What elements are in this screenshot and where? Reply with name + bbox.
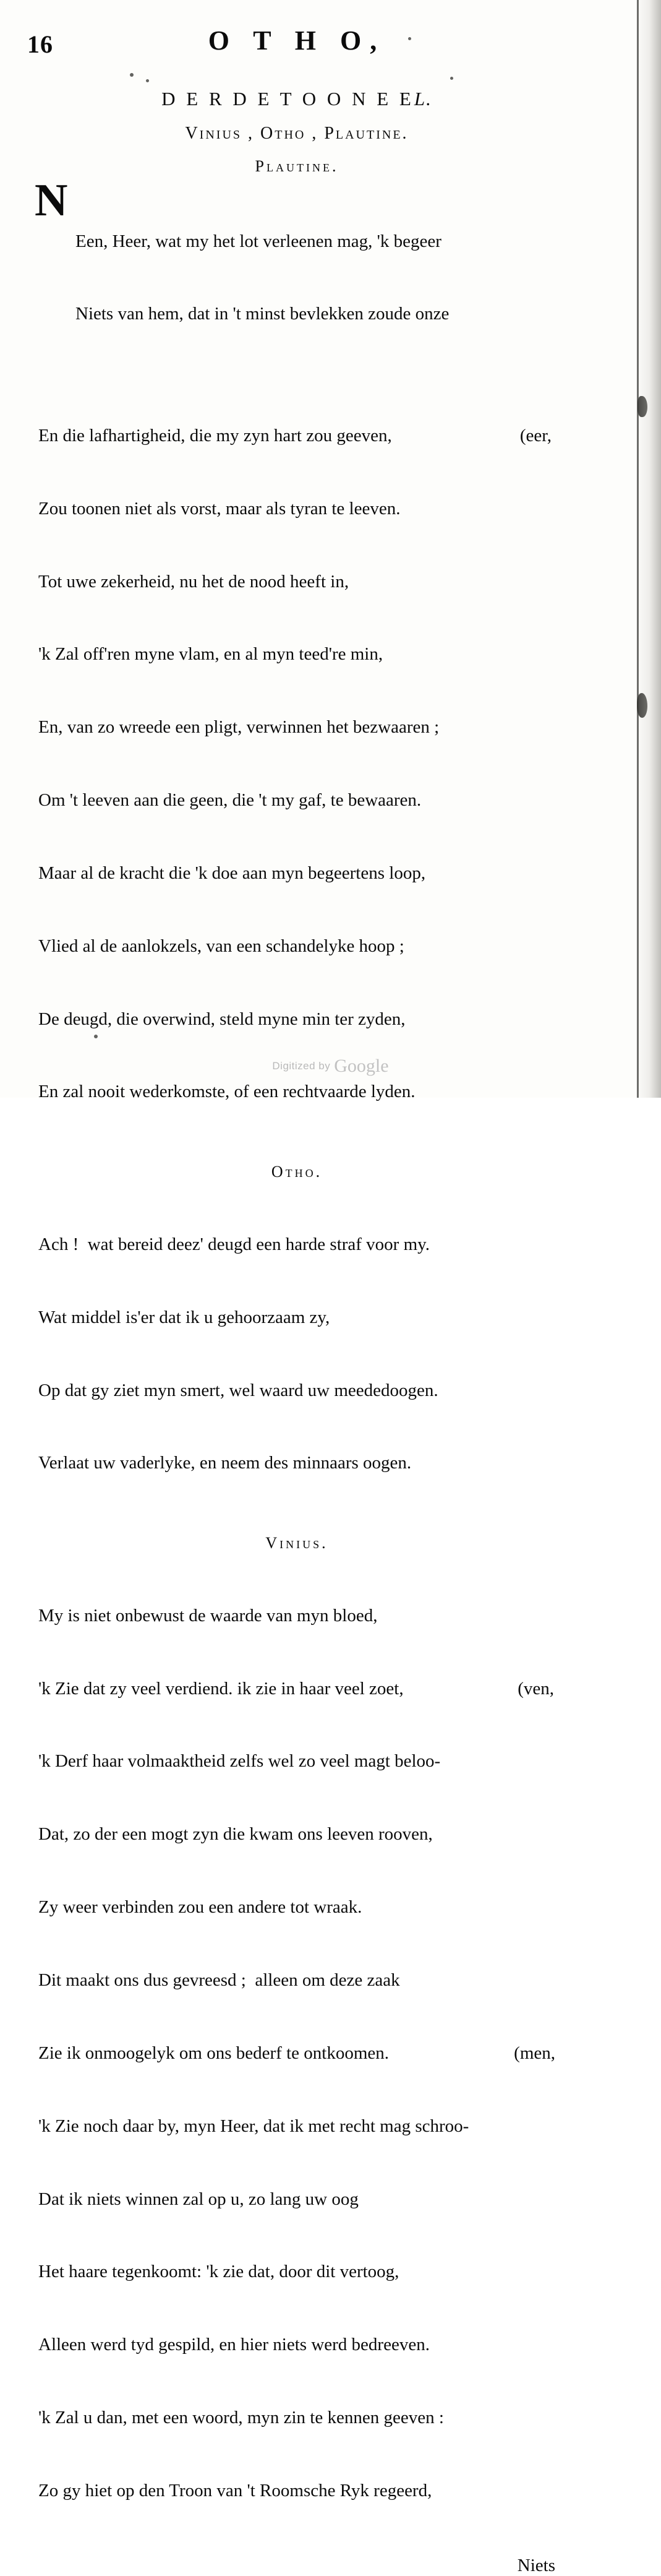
vinius-verse [0, 1555, 594, 2552]
verse-line: Op dat gy ziet myn smert, wel waard uw meededoogen. [38, 1380, 438, 1400]
scene-heading-tail: L. [414, 88, 432, 110]
verse-line: En, van zo wreede een pligt, verwinnen het bezwaaren ; [38, 717, 440, 738]
verse-line: Verlaat uw vaderlyke, en neem des minnaars oogen. [38, 1453, 412, 1473]
scene-cast-line: Vinius , Otho , Plautine. [185, 124, 409, 143]
verse-line: 'k Zal off'ren myne vlam, en al myn teed're min, [38, 644, 383, 665]
verse-line: 'k Zie noch daar by, myn Heer, dat ik met recht mag schroo- [38, 2116, 469, 2136]
speaker-otho: Otho. [271, 1163, 323, 1181]
catchword: Niets [517, 2555, 555, 2575]
folio-number: 16 [27, 30, 53, 58]
plautine-verse [0, 375, 594, 1153]
verse-line: Wat middel is'er dat ik u gehoorzaam zy, [38, 1307, 330, 1327]
speaker-plautine: Plautine. [255, 157, 339, 175]
margin-note: (men, [514, 2043, 555, 2063]
verse-line: Alleen werd tyd gespild, en hier niets werd bedreeven. [38, 2335, 430, 2355]
verse-line: Maar al de kracht die 'k doe aan myn begeertens loop, [38, 863, 426, 883]
margin-note: (ven, [518, 1678, 554, 1699]
verse-line-text: En die lafhartigheid, die my zyn hart zou geeven, [38, 425, 392, 446]
verse-line: My is niet onbewust de waarde van myn bloed, [38, 1605, 378, 1626]
verse-line-text: Zie ik onmoogelyk om ons bederf te ontkoomen. [38, 2043, 390, 2063]
running-title: O T H O, [208, 25, 386, 56]
verse-line: 'k Derf haar volmaaktheid zelfs wel zo veel magt beloo- [38, 1751, 441, 1772]
verse-line: Zy weer verbinden zou een andere tot wraak. [38, 1897, 362, 1918]
verse-line-text: 'k Zie dat zy veel verdiend. ik zie in haar veel zoet, [38, 1678, 404, 1699]
plautine-opening-block [0, 175, 594, 375]
verse-line: 'k Zal u dan, met een woord, myn zin te kennen geeven : [38, 2408, 444, 2428]
verse-line: Dat ik niets winnen zal op u, zo lang uw oog [38, 2189, 359, 2209]
verse-line [38, 1677, 569, 1701]
verse-line: En zal nooit wederkomste, of een rechtvaarde lyden. [38, 1082, 416, 1102]
scan-artifact-blot [637, 693, 647, 718]
verse-line: Vlied al de aanlokzels, van een schandelyke hoop ; [38, 936, 404, 956]
verse-line: Tot uwe zekerheid, nu het de nood heeft in, [38, 571, 349, 592]
verse-line: Zo gy hiet op den Troon van 't Roomsche Ryk regeerd, [38, 2480, 432, 2501]
speaker-vinius: Vinius. [265, 1534, 328, 1553]
digitization-credit [0, 1056, 661, 1077]
scene-heading [0, 88, 594, 110]
otho-verse [0, 1184, 594, 1524]
verse-line: Dit maakt ons dus gevreesd ; alleen om deze zaak [38, 1970, 400, 1990]
verse-line: Dat, zo der een mogt zyn die kwam ons leeven rooven, [38, 1824, 433, 1845]
verse-line: Om 't leeven aan die geen, die 't my gaf, te bewaaren. [38, 790, 422, 811]
drop-cap: N [35, 175, 68, 226]
verse-line: Ach ! wat bereid deez' deugd een harde straf voor my. [38, 1234, 430, 1254]
page-edge-rule [637, 0, 639, 1098]
provider-name: Google [334, 1056, 389, 1076]
digitized-by-label: Digitized by [272, 1060, 331, 1072]
verse-line: De deugd, die overwind, steld myne min ter zyden, [38, 1009, 406, 1029]
scan-artifact-blot [638, 396, 647, 417]
page-header [0, 21, 594, 69]
scene-heading-main: D E R D E T O O N E E [161, 88, 414, 110]
verse-line: Niets van hem, dat in 't minst bevlekken zoude onze [75, 304, 450, 324]
verse-line [38, 2041, 569, 2066]
verse-line [38, 424, 569, 448]
verse-line: Zou toonen niet als vorst, maar als tyran te leeven. [38, 498, 401, 519]
margin-note: (eer, [519, 425, 552, 446]
plautine-opening-lines [38, 181, 594, 375]
page-edge-shadow [635, 0, 661, 1098]
verse-line: Het haare tegenkoomt: 'k zie dat, door dit vertoog, [38, 2262, 399, 2282]
verse-line: Een, Heer, wat my het lot verleenen mag, 'k begeer [75, 231, 441, 251]
